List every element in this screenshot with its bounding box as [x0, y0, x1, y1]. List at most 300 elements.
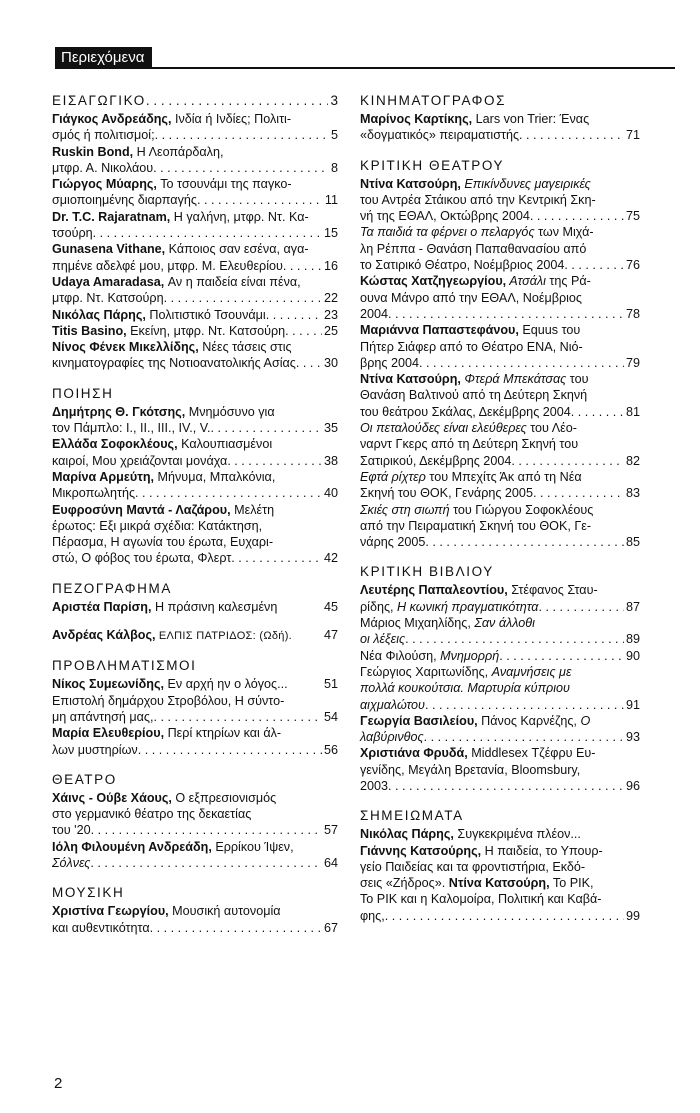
- toc-left-column: [52, 92, 338, 949]
- entry-text: έρωτος: Εξι μικρά σχέδια: Κατάκτηση,: [52, 518, 263, 533]
- entry-text: Ινδία ή Ινδίες; Πολιτι-: [171, 112, 292, 126]
- leader-dots: [519, 127, 624, 143]
- entry-text: Καλουπιασμένοι: [177, 437, 273, 452]
- leader-dots: [424, 729, 624, 745]
- leader-dots: [285, 323, 322, 339]
- entry-text: τον Πάμπλο: I., II., III., IV., V.: [52, 421, 211, 436]
- entry-text: των Μιχά-: [534, 225, 594, 240]
- entry-text: του Γιώργου Σοφοκλέους: [449, 502, 594, 517]
- entry-line-text: [52, 192, 197, 208]
- entry-line-text: [360, 697, 425, 713]
- author-name: Χριστιάνα Φρυδά,: [360, 746, 468, 761]
- entry-text: Lars von Trier: Ένας: [472, 112, 590, 126]
- entry-line: [360, 436, 640, 452]
- entry-line: [52, 676, 338, 692]
- work-title: Φτερά Μπεκάτσας: [460, 372, 567, 387]
- leader-dots: [164, 290, 322, 306]
- entry-line-text: [360, 306, 388, 322]
- entry-line: [360, 875, 640, 891]
- entry-text: νή της ΕΘΑΛ, Οκτώβρης 2004: [360, 209, 530, 224]
- entry-line-text: [360, 404, 571, 420]
- author-name: Νίνος Φένεκ Μικελλίδης,: [52, 340, 199, 355]
- entry-line: [360, 241, 640, 257]
- entry-line-text: [52, 599, 277, 615]
- entry-line: [52, 258, 338, 274]
- entry-line: [360, 826, 640, 842]
- entry-text: Περί κτηρίων και άλ-: [164, 726, 282, 741]
- work-title: Αναμνήσεις με: [491, 664, 572, 679]
- toc-entry: [52, 144, 338, 177]
- toc-entry: [360, 224, 640, 273]
- entry-line: [52, 903, 338, 919]
- entry-line: [52, 709, 338, 725]
- toc-section: [52, 92, 338, 372]
- entry-text: στώ, Ο φόβος του έρωτα, Φλερτ: [52, 551, 232, 566]
- entry-text: Middlesex Τζέφρυ Ευ-: [467, 746, 596, 761]
- author-name: Μαριάννα Παπαστεφάνου,: [360, 323, 519, 338]
- entry-line: [52, 627, 338, 644]
- entry-text: και αυθεντικότητα: [52, 920, 150, 935]
- toc-entry: [52, 627, 338, 644]
- leader-dots: [227, 453, 322, 469]
- section-title: [360, 92, 640, 110]
- section-title-text: ΠΕΖΟΓΡΑΦΗΜΑ: [52, 580, 172, 596]
- toc-section: [52, 771, 338, 871]
- toc-entry: [52, 241, 338, 274]
- entry-line: [360, 599, 640, 615]
- entry-line: [360, 908, 640, 924]
- entry-line: [52, 160, 338, 176]
- entry-line: [52, 127, 338, 143]
- leader-dots: [388, 306, 624, 322]
- leader-dots: [296, 355, 322, 371]
- entry-line: [360, 713, 640, 729]
- entry-text: 2004: [360, 306, 389, 321]
- section-title: [52, 771, 338, 789]
- entry-text: ΕΛΠΙΣ ΠΑΤΡΙΔΟΣ: (Ωδή).: [155, 630, 293, 643]
- author-name: Ελλάδα Σοφοκλέους,: [52, 437, 178, 452]
- author-name: Ευφροσύνη Μαντά - Λαζάρου,: [52, 502, 231, 517]
- entry-text: της Ρά-: [545, 274, 591, 289]
- toc-entry: [360, 371, 640, 420]
- author-name: Αριστέα Παρίση,: [52, 599, 152, 614]
- entry-line: [360, 762, 640, 778]
- toc-entry: [52, 404, 338, 437]
- entry-line: [52, 599, 338, 615]
- entry-text: Μάριος Μιχαηλίδης,: [360, 616, 475, 631]
- author-name: Γιάννης Κατσούρης,: [360, 843, 482, 858]
- leader-dots: [197, 192, 323, 208]
- entry-line-text: [360, 778, 388, 794]
- entry-text: γείο Παιδείας και τα φροντιστήρια, Εκδό-: [360, 859, 586, 874]
- entry-text: Ερρίκου Ίψεν,: [211, 839, 294, 854]
- entry-line-text: [52, 290, 164, 306]
- entry-line-text: [360, 729, 424, 745]
- author-name: Udaya Amaradasa,: [52, 274, 165, 289]
- work-title: πολλά κουκούτσια. Μαρτυρία κύπριου: [360, 681, 570, 696]
- entry-text: του Μπεχίτς Άκ από τη Νέα: [425, 469, 582, 484]
- entry-page: 11: [324, 193, 338, 208]
- work-title: οι λέξεις: [360, 632, 406, 647]
- leader-dots: [154, 709, 322, 725]
- entry-line: [52, 307, 338, 323]
- entry-text: Μικροπωλητής: [52, 486, 136, 501]
- toc-entry: [360, 273, 640, 322]
- section-title-text: ΣΗΜΕΙΩΜΑΤΑ: [360, 808, 464, 824]
- entry-text: μτφρ. Α. Νικολάου: [52, 160, 154, 175]
- toc-entry: [52, 839, 338, 872]
- work-title: Εφτά ρίχτερ: [360, 469, 426, 484]
- entry-line-text: [52, 258, 283, 274]
- entry-line: [52, 534, 338, 550]
- leader-dots: [425, 534, 624, 550]
- leader-dots: [571, 404, 624, 420]
- toc-entry: [360, 713, 640, 746]
- entry-line: [52, 225, 338, 241]
- entry-line: [360, 859, 640, 875]
- entry-page: 96: [625, 778, 640, 793]
- work-title: Σαν άλλοθι: [474, 616, 535, 631]
- entry-line: [360, 224, 640, 240]
- entry-line: [52, 355, 338, 371]
- entry-text: Η παιδεία, το Υπουρ-: [481, 843, 603, 858]
- entry-page: 76: [625, 258, 640, 273]
- entry-line: [52, 274, 338, 290]
- work-title: Ατσάλι: [506, 274, 546, 289]
- author-name: Γιάγκος Ανδρεάδης,: [52, 112, 172, 126]
- section-title-text: ΕΙΣΑΓΩΓΙΚΟ: [52, 93, 146, 108]
- leader-dots: [385, 908, 624, 924]
- section-title: [52, 884, 338, 902]
- entry-text: του: [566, 372, 589, 387]
- entry-page: 79: [625, 355, 640, 370]
- entry-line: [52, 839, 338, 855]
- toc-entry: [52, 339, 338, 372]
- entry-page: 42: [323, 551, 338, 566]
- section-title: [360, 807, 640, 825]
- work-title: Τα παιδιά τα φέρνει ο πελαργός: [360, 225, 535, 240]
- work-title: Επικίνδυνες μαγειρικές: [460, 176, 591, 191]
- toc-section: [360, 563, 640, 794]
- entry-line-text: [52, 920, 150, 936]
- section-title: [52, 92, 338, 110]
- toc-section: [52, 657, 338, 757]
- leader-dots: [150, 920, 322, 936]
- entry-page: 82: [625, 453, 640, 468]
- entry-text: σεις «Ζήδρος».: [360, 876, 449, 891]
- entry-text: Το τσουνάμι της παγκο-: [156, 177, 292, 192]
- entry-text: του θεάτρου Σκάλας, Δεκέμβρης 2004: [360, 404, 571, 419]
- entry-text: μη απάντησή μας,: [52, 709, 154, 724]
- section-title-text: ΠΟΙΗΣΗ: [52, 385, 114, 401]
- entry-page: 81: [625, 404, 640, 419]
- entry-line: [52, 502, 338, 518]
- entry-line: [52, 290, 338, 306]
- entry-page: 67: [323, 920, 338, 935]
- toc-section: [52, 385, 338, 567]
- entry-line-text: [360, 485, 533, 501]
- entry-line-text: [360, 208, 530, 224]
- author-name: Χάινς - Ούβε Χάους,: [52, 790, 172, 805]
- toc-entry: [360, 420, 640, 469]
- entry-line-text: [52, 127, 155, 143]
- entry-line: [52, 742, 338, 758]
- entry-text: λων μυστηρίων: [52, 742, 138, 757]
- author-name: Νικόλας Πάρης,: [360, 827, 454, 842]
- entry-line: [360, 420, 640, 436]
- leader-dots: [155, 127, 329, 143]
- entry-text: ρίδης,: [360, 599, 398, 614]
- toc-entry: [360, 826, 640, 924]
- entry-line: [360, 697, 640, 713]
- work-title: Σόλνες: [52, 855, 91, 870]
- toc-right-column: [360, 92, 640, 937]
- entry-text: Πήτερ Σιάφερ από το Θέατρο ΕΝΑ, Νιό-: [360, 339, 583, 354]
- entry-line-text: [360, 534, 425, 550]
- entry-line: [360, 322, 640, 338]
- work-title: Μνημορρή: [440, 648, 500, 663]
- entry-line: [360, 208, 640, 224]
- entry-text: Μελέτη: [230, 502, 275, 517]
- entry-line-text: [360, 908, 385, 924]
- entry-line: [360, 127, 640, 143]
- leader-dots: [91, 822, 322, 838]
- entry-text: Νέες τάσεις στις: [198, 340, 292, 355]
- leader-dots: [266, 307, 322, 323]
- leader-dots: [530, 208, 624, 224]
- leader-dots: [511, 453, 624, 469]
- entry-line: [360, 518, 640, 534]
- entry-text: Το ΡΙΚ,: [549, 876, 594, 891]
- toc-entry: [52, 307, 338, 323]
- leader-dots: [231, 550, 322, 566]
- leader-dots: [533, 485, 624, 501]
- work-title: λαβύρινθος: [360, 730, 424, 745]
- work-title: Ο: [580, 713, 591, 728]
- entry-text: Η πράσινη καλεσμένη: [151, 599, 278, 614]
- leader-dots: [564, 257, 624, 273]
- entry-text: Σκηνή του ΘΟΚ, Γενάρης 2005: [360, 486, 533, 501]
- entry-text: Η γαλήνη, μτφρ. Ντ. Κα-: [170, 209, 309, 224]
- author-name: Ντίνα Κατσούρη,: [360, 176, 461, 191]
- entry-text: Μνημόσυνο για: [185, 404, 275, 419]
- entry-line: [52, 693, 338, 709]
- toc-entry: [360, 322, 640, 371]
- entry-text: του Αντρέα Στάικου από την Κεντρική Σκη-: [360, 192, 596, 207]
- author-name: Μαρία Ελευθερίου,: [52, 726, 165, 741]
- entry-line: [52, 453, 338, 469]
- toc-entry: [360, 111, 640, 144]
- entry-line-text: [52, 225, 93, 241]
- entry-text: γενίδης, Μεγάλη Βρετανία, Bloomsbury,: [360, 762, 581, 777]
- toc-entry: [52, 502, 338, 567]
- entry-text: ναρντ Γκερς από τη Δεύτερη Σκηνή του: [360, 437, 579, 452]
- toc-section: [52, 580, 338, 645]
- entry-line: [360, 485, 640, 501]
- entry-line: [52, 176, 338, 192]
- entry-line: [360, 257, 640, 273]
- entry-page: 90: [625, 648, 640, 663]
- entry-text: Νέα Φιλούση,: [360, 648, 441, 663]
- entry-line-text: [52, 709, 154, 725]
- toc-entry: [360, 176, 640, 225]
- section-title: [360, 563, 640, 581]
- entry-text: Συγκεκριμένα πλέον...: [453, 827, 581, 842]
- section-title: [52, 385, 338, 403]
- page-number: 2: [54, 1075, 63, 1092]
- author-name: Δημήτρης Θ. Γκότσης,: [52, 404, 186, 419]
- entry-text: Μουσική αυτονομία: [168, 904, 281, 919]
- entry-page: 87: [625, 599, 640, 614]
- header-bar: [55, 47, 675, 69]
- work-title: αιχμαλώτου: [360, 697, 425, 712]
- entry-page: 71: [625, 128, 640, 143]
- leader-dots: [283, 258, 322, 274]
- entry-page: 38: [323, 453, 338, 468]
- author-name: Νίκος Συμεωνίδης,: [52, 677, 165, 692]
- leader-dots: [425, 697, 624, 713]
- entry-line: [360, 404, 640, 420]
- toc-section: [52, 884, 338, 936]
- entry-text: στο γερμανικό θέατρο της δεκαετίας: [52, 807, 252, 822]
- entry-page: 51: [323, 677, 338, 692]
- author-name: Κώστας Χατζηγεωργίου,: [360, 274, 507, 289]
- entry-text: Equus του: [518, 323, 581, 338]
- entry-line: [52, 518, 338, 534]
- entry-line: [360, 778, 640, 794]
- entry-text: Σατιρικού, Δεκέμβρης 2004: [360, 453, 512, 468]
- toc-entry: [360, 745, 640, 794]
- toc-entry: [52, 599, 338, 615]
- toc-entry: [52, 436, 338, 469]
- entry-line-text: [360, 453, 511, 469]
- toc-entry: [360, 502, 640, 551]
- entry-line: [52, 469, 338, 485]
- leader-dots: [419, 355, 624, 371]
- section-page: 3: [330, 93, 338, 108]
- toc-entry: [360, 615, 640, 648]
- work-title: Σκιές στη σιωπή: [360, 502, 450, 517]
- entry-line-text: [52, 627, 292, 644]
- entry-line: [52, 725, 338, 741]
- entry-page: 8: [330, 160, 338, 175]
- toc-entry: [52, 725, 338, 758]
- author-name: Γιώργος Μύαρης,: [52, 177, 157, 192]
- entry-text: Το ΡΙΚ και η Καλομοίρα, Πολιτική και Καβά-: [360, 892, 602, 907]
- entry-line: [52, 806, 338, 822]
- entry-line: [52, 111, 338, 127]
- entry-page: 54: [323, 709, 338, 724]
- entry-line: [360, 843, 640, 859]
- toc-section: [360, 92, 640, 144]
- entry-page: 15: [323, 226, 338, 241]
- entry-line: [360, 664, 640, 680]
- section-title-text: ΜΟΥΣΙΚΗ: [52, 885, 125, 901]
- entry-text: νάρης 2005: [360, 535, 426, 550]
- entry-page: 23: [323, 307, 338, 322]
- toc-entry: [360, 582, 640, 615]
- entry-gap: [52, 615, 338, 627]
- section-title: [52, 580, 338, 598]
- entry-line: [52, 485, 338, 501]
- entry-line-text: [360, 648, 499, 664]
- entry-line: [52, 404, 338, 420]
- entry-page: 35: [323, 421, 338, 436]
- entry-line-text: [52, 822, 91, 838]
- entry-line: [52, 241, 338, 257]
- entry-line: [52, 550, 338, 566]
- author-name: Ντίνα Κατσούρη,: [448, 876, 550, 891]
- entry-line-text: [52, 355, 296, 371]
- entry-text: φης,: [360, 908, 385, 923]
- entry-line: [360, 745, 640, 761]
- entry-line: [360, 387, 640, 403]
- section-title: [52, 657, 338, 675]
- entry-line-text: [360, 355, 419, 371]
- entry-line: [360, 176, 640, 192]
- entry-text: βρης 2004: [360, 355, 419, 370]
- work-title: Η κωνική πραγματικότητα: [397, 599, 539, 614]
- entry-line: [52, 323, 338, 339]
- entry-text: πημένε αδελφέ μου, μτφρ. Μ. Ελευθερίου: [52, 258, 283, 273]
- entry-text: Θανάση Βαλτινού από τη Δεύτερη Σκηνή: [360, 388, 588, 403]
- entry-line-text: [52, 485, 135, 501]
- entry-line: [360, 453, 640, 469]
- entry-line-text: [52, 453, 227, 469]
- author-name: Λευτέρης Παπαλεοντίου,: [360, 583, 508, 598]
- page-title: Περιεχόμενα: [55, 47, 152, 69]
- author-name: Dr. T.C. Rajaratnam,: [52, 209, 171, 224]
- entry-text: το Σατιρικό Θέατρο, Νοέμβριος 2004: [360, 258, 565, 273]
- entry-line: [360, 502, 640, 518]
- section-title-text: ΚΡΙΤΙΚΗ ΒΙΒΛΙΟΥ: [360, 564, 494, 580]
- entry-text: Ο εξπρεσιονισμός: [171, 790, 277, 805]
- toc-section: [360, 157, 640, 551]
- entry-text: λη Ρέππα - Θανάση Παπαθανασίου από: [360, 241, 587, 256]
- entry-text: σμιοποιημένης διαρπαγής: [52, 193, 197, 208]
- entry-page: 75: [625, 209, 640, 224]
- entry-page: 64: [323, 855, 338, 870]
- entry-page: 25: [323, 323, 338, 338]
- entry-line: [360, 273, 640, 289]
- entry-line: [52, 209, 338, 225]
- entry-page: 22: [323, 291, 338, 306]
- entry-line: [52, 855, 338, 871]
- entry-line-text: [52, 855, 90, 871]
- entry-line: [360, 371, 640, 387]
- entry-text: Επιστολή δημάρχου Στροβόλου, Η σύντο-: [52, 693, 285, 708]
- section-title-text: ΘΕΑΤΡΟ: [52, 771, 117, 787]
- leader-dots: [138, 742, 322, 758]
- entry-text: Πέρασμα, Η αγωνία του έρωτα, Ευχαρι-: [52, 535, 274, 550]
- entry-text: Πολιτιστικό Τσουνάμι: [145, 307, 266, 322]
- entry-page: 45: [323, 599, 338, 614]
- leader-dots: [388, 778, 624, 794]
- entry-page: 57: [323, 823, 338, 838]
- entry-page: 85: [625, 535, 640, 550]
- entry-text: Εκείνη, μτφρ. Ντ. Κατσούρη: [126, 323, 286, 338]
- entry-line-text: [360, 631, 405, 647]
- entry-line-text: [52, 742, 138, 758]
- entry-line-text: [52, 420, 211, 436]
- entry-text: από την Πειραματική Σκηνή του ΘΟΚ, Γε-: [360, 518, 592, 533]
- entry-page: 47: [323, 628, 338, 643]
- author-name: Γεωργία Βασιλείου,: [360, 713, 478, 728]
- author-name: Ανδρέας Κάλβος,: [52, 628, 156, 643]
- entry-page: 78: [625, 306, 640, 321]
- leader-dots: [405, 631, 624, 647]
- entry-line-text: [52, 307, 266, 323]
